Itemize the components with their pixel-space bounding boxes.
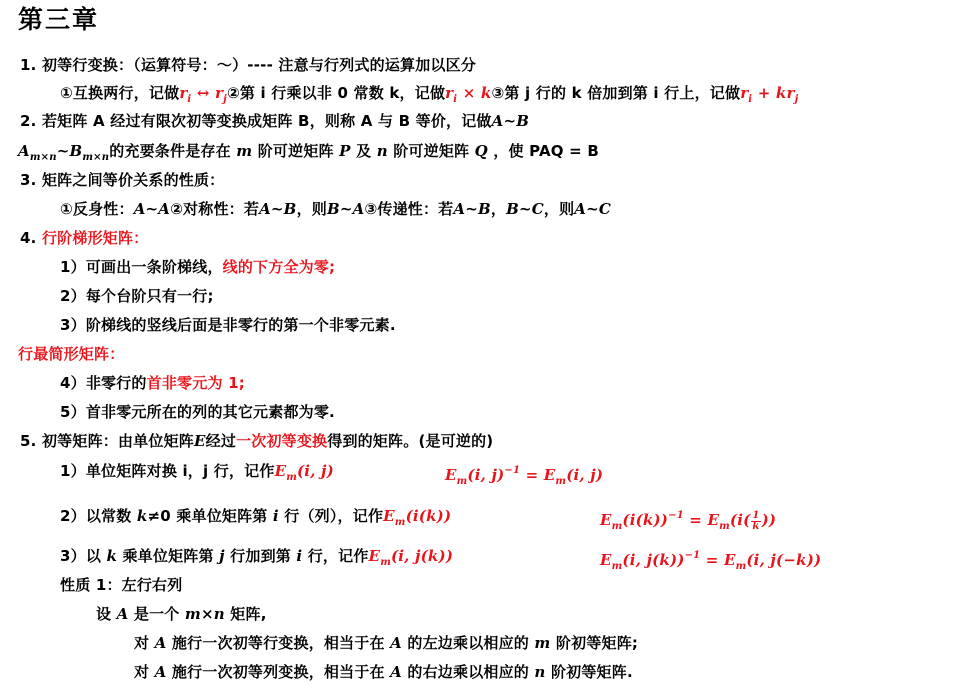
text: ③传递性：若 xyxy=(364,200,454,218)
property-1-column-rule xyxy=(134,661,633,683)
math: A xyxy=(390,634,402,652)
section-number: 4. xyxy=(20,229,37,247)
elementary-matrix-swap-inverse xyxy=(445,460,603,493)
math-sub: m xyxy=(735,561,747,572)
text: ，使 PAQ = B xyxy=(487,142,600,160)
text: 对 xyxy=(134,663,155,681)
elementary-matrix-scale xyxy=(60,505,451,534)
math: E xyxy=(600,551,612,569)
text: 1）可画出一条阶梯线， xyxy=(60,258,223,276)
math: A xyxy=(116,605,129,623)
text: 及 xyxy=(350,142,377,160)
math: )) xyxy=(761,511,777,529)
text: 行，记作 xyxy=(302,547,369,565)
section-text: 若矩阵 A 经过有限次初等变换成矩阵 B，则称 A 与 B 等价，记做 xyxy=(41,112,492,130)
text: ①反身性： xyxy=(60,200,134,218)
math: A~B xyxy=(453,200,491,218)
math: k xyxy=(106,547,118,565)
math-sub: m xyxy=(394,517,406,528)
section-number: 2. xyxy=(20,112,37,130)
math: E xyxy=(368,547,381,565)
math-matrix-b: ~B xyxy=(56,142,83,160)
math-fraction xyxy=(751,511,760,532)
text: 对 xyxy=(134,634,155,652)
section-text: 行阶梯形矩阵： xyxy=(41,229,149,247)
math-var: P xyxy=(339,142,351,160)
math: (i, j(k)) xyxy=(390,547,454,565)
op-swap-label: ①互换两行，记做 xyxy=(60,84,180,102)
math: E xyxy=(445,466,457,484)
math-notation xyxy=(274,462,334,483)
math-sub: m xyxy=(286,472,297,483)
math: A~A xyxy=(133,200,171,218)
math-sub: m×n xyxy=(82,152,110,163)
text: 矩阵, xyxy=(224,605,267,623)
math-sup: −1 xyxy=(668,510,684,521)
math-var: n xyxy=(376,142,388,160)
math-sub: m xyxy=(611,561,623,572)
text: 阶可逆矩阵 xyxy=(387,142,475,160)
math-sub: m xyxy=(380,557,391,568)
text: 行（列），记作 xyxy=(278,507,384,525)
section-text: 矩阵之间等价关系的性质： xyxy=(41,171,225,189)
math: = xyxy=(700,551,724,569)
text: 施行一次初等列变换，相当于在 xyxy=(166,663,391,681)
text: 得到的矩阵。(是可逆的) xyxy=(327,432,494,450)
op-scale-label: ②第 i 行乘以非 0 常数 k，记做 xyxy=(226,84,446,102)
math: E xyxy=(194,432,206,450)
math-var: m xyxy=(236,142,253,160)
text: 1）单位矩阵对换 i，j 行，记作 xyxy=(60,462,275,480)
math: E xyxy=(383,507,395,525)
math-sub: m xyxy=(611,521,623,532)
math: k xyxy=(136,507,148,525)
math: A xyxy=(154,634,167,652)
text: 3）以 xyxy=(60,547,107,565)
math: A xyxy=(154,663,167,681)
math-sub: m xyxy=(555,476,567,487)
math-r: r xyxy=(740,84,749,102)
math: E xyxy=(274,462,287,480)
math-r: r xyxy=(179,84,188,102)
elementary-matrix-swap xyxy=(60,460,334,489)
text: 阶初等矩阵; xyxy=(550,634,639,652)
math-sup: −1 xyxy=(684,550,701,561)
text: 阶初等矩阵. xyxy=(545,663,633,681)
text: ②对称性：若 xyxy=(170,200,260,218)
math: A~B xyxy=(259,200,297,218)
math: B~A xyxy=(326,200,365,218)
elementary-matrix-add-inverse xyxy=(600,545,821,578)
section-number: 3. xyxy=(20,171,37,189)
math: m×n xyxy=(184,605,225,623)
chapter-title: 第三章 xyxy=(18,5,100,34)
math-sub: j xyxy=(794,94,799,105)
text: 初等矩阵：由单位矩阵 xyxy=(41,432,194,450)
text: 2）以常数 xyxy=(60,507,137,525)
math-matrix-a: A xyxy=(18,142,30,160)
section-2-heading xyxy=(20,110,529,132)
math-equivalence: A~B xyxy=(491,112,530,130)
math: B~C xyxy=(506,200,544,218)
section-4-item-2: 2）每个台阶只有一行; xyxy=(60,287,214,305)
math-notation xyxy=(368,547,454,568)
math: (i, j(−k)) xyxy=(746,551,822,569)
section-4-item-1 xyxy=(60,256,335,278)
math: (i, j) xyxy=(467,466,505,484)
math-sup: −1 xyxy=(504,465,521,476)
math-r: r xyxy=(445,84,454,102)
elementary-matrix-scale-inverse xyxy=(600,505,776,538)
math: E xyxy=(723,551,736,569)
math: (i( xyxy=(729,511,751,529)
math-sub: i xyxy=(187,94,192,105)
math-sub: j xyxy=(223,94,227,105)
section-4-item-3: 3）阶梯线的竖线后面是非零行的第一个非零元素. xyxy=(60,316,396,334)
math: A~C xyxy=(574,200,612,218)
math: n xyxy=(534,663,546,681)
text: ≠0 乘单位矩阵第 xyxy=(147,507,273,525)
math: (i(k)) xyxy=(405,507,452,525)
op-add-label: ③第 j 行的 k 倍加到第 i 行上，记做 xyxy=(491,84,741,102)
math: E xyxy=(707,511,720,529)
text: 行加到第 xyxy=(224,547,297,565)
text: 设 xyxy=(96,605,117,623)
text: 的右边乘以相应的 xyxy=(401,663,535,681)
text: 是一个 xyxy=(128,605,185,623)
section-3-properties xyxy=(60,198,611,220)
fraction-numerator: 1 xyxy=(752,509,760,521)
math: (i(k)) xyxy=(622,511,669,529)
math: i xyxy=(296,547,303,565)
math-notation xyxy=(383,507,452,528)
section-number: 1. xyxy=(20,56,37,74)
math: (i, j) xyxy=(566,466,604,484)
math-sub: m×n xyxy=(29,152,57,163)
section-4-item-5: 5）首非零元所在的列的其它元素都为零. xyxy=(60,403,335,421)
text: ， xyxy=(490,200,507,218)
math-sub: m xyxy=(719,521,730,532)
section-text: 初等行变换：（运算符号：～）---- 注意与行列式的运算加以区分 xyxy=(41,56,477,74)
text: 的充要条件是存在 xyxy=(109,142,237,160)
text: 的左边乘以相应的 xyxy=(401,634,535,652)
elementary-matrix-add xyxy=(60,545,453,574)
highlight: 首非零元为 1; xyxy=(146,374,245,392)
fraction-denominator: k xyxy=(752,520,760,532)
math: (i, j(k)) xyxy=(622,551,685,569)
section-5-heading xyxy=(20,430,493,452)
math-sub: i xyxy=(748,94,753,105)
math-var: Q xyxy=(474,142,488,160)
text: 经过 xyxy=(205,432,237,450)
section-1-heading xyxy=(20,54,476,76)
op-swap-notation xyxy=(179,84,227,105)
section-4-heading xyxy=(20,227,148,249)
section-4-item-4 xyxy=(60,372,245,394)
text: ，则 xyxy=(543,200,575,218)
math: m xyxy=(534,634,551,652)
math: E xyxy=(600,511,612,529)
math-sub: m xyxy=(456,476,468,487)
section-2-condition xyxy=(18,140,599,169)
text: 施行一次初等行变换，相当于在 xyxy=(166,634,391,652)
text: 4）非零行的 xyxy=(60,374,147,392)
property-1-setup xyxy=(96,603,267,625)
math-op: ↔ xyxy=(191,84,216,102)
section-3-heading xyxy=(20,169,224,191)
section-4-subheading: 行最简形矩阵： xyxy=(18,345,125,363)
property-1-title: 性质 1：左行右列 xyxy=(60,576,183,594)
math-r: r xyxy=(215,84,224,102)
op-add-notation xyxy=(740,84,799,105)
property-1-row-rule xyxy=(134,632,638,654)
section-1-operations xyxy=(60,82,798,111)
op-scale-notation xyxy=(445,84,492,105)
math: j xyxy=(219,547,225,565)
math: i xyxy=(272,507,279,525)
text: 阶可逆矩阵 xyxy=(252,142,340,160)
math: E xyxy=(543,466,556,484)
highlight: 一次初等变换 xyxy=(236,432,328,450)
text: ，则 xyxy=(296,200,327,218)
text: 乘单位矩阵第 xyxy=(117,547,220,565)
math-op: + kr xyxy=(752,84,795,102)
math: A xyxy=(390,663,402,681)
math: = xyxy=(520,466,544,484)
highlight: 线的下方全为零; xyxy=(222,258,336,276)
math: = xyxy=(683,511,708,529)
math-op: × k xyxy=(457,84,492,102)
section-number: 5. xyxy=(20,432,37,450)
math-sub: i xyxy=(453,94,458,105)
math: (i, j) xyxy=(297,462,334,480)
